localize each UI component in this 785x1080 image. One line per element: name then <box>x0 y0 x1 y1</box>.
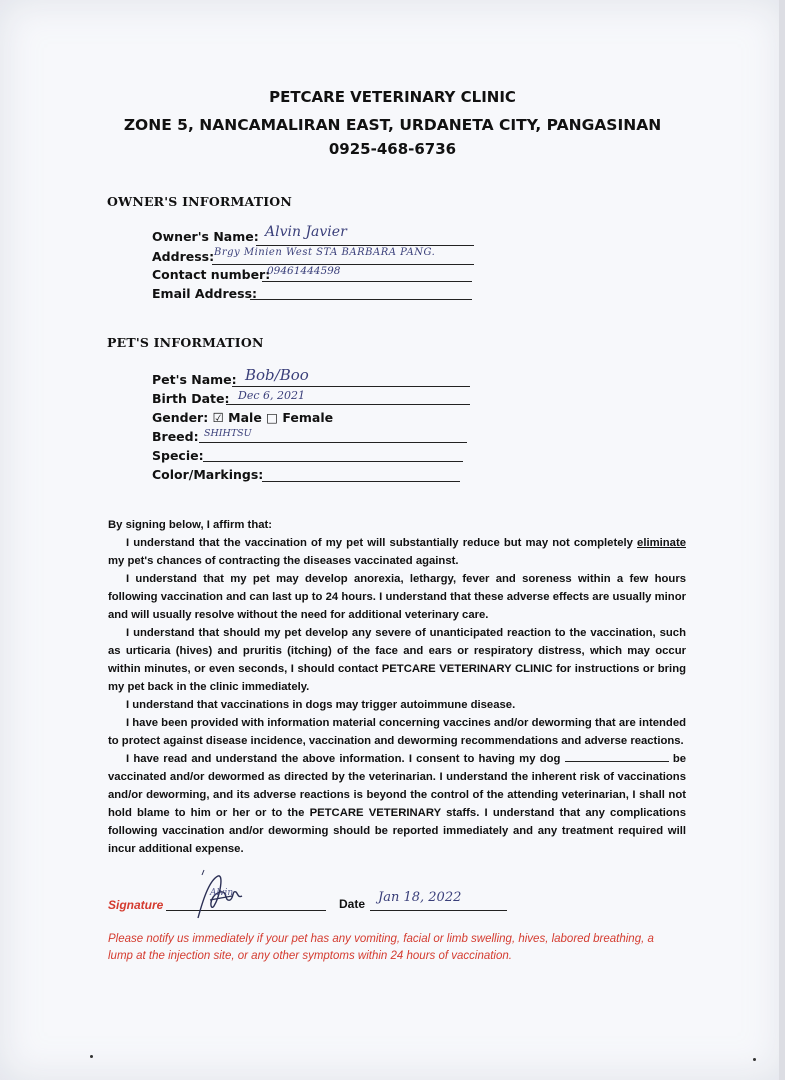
male-label: Male <box>228 410 262 425</box>
specie-label: Specie: <box>152 448 204 463</box>
specie-line <box>203 461 463 462</box>
male-checkbox[interactable]: ☑ <box>212 410 224 425</box>
consent-p6-start: I have read and understand the above information. I consent to having my dog <box>126 753 561 765</box>
signature-text: Alvin <box>210 888 234 898</box>
breed-label: Breed: <box>152 429 199 444</box>
consent-p1-start: I understand that the vaccination of my pet will substantially reduce but may not completely <box>126 537 633 549</box>
consent-paragraph-5: I have been provided with information material concerning vaccines and/or deworming that are intended to protect against disease incidence, vaccination and deworming recommendations and adverse reactions. <box>108 717 686 747</box>
consent-p6-end: be vaccinated and/or dewormed as directed by the veterinarian. I understand the inherent risk of vaccinations and/or deworming, and its adverse reactions is beyond the control of the attending veterinarian, I shall not hold blame to him or her or to the PETCARE VETERINARY staffs. I understand that any complications following vaccination and/or deworming should be reported immediately and any treatment required will incur additional expense. <box>108 753 687 855</box>
pet-name-value: Bob/Boo <box>245 366 309 384</box>
signature-label: Signature <box>108 898 164 912</box>
consent-paragraph-3: I understand that should my pet develop any severe of unanticipated reaction to the vaccination, such as urticaria (hives) and pruritis (itching) of the face and ears or respiratory distress, which may occur within minutes, or even seconds, I should contact PETCARE VETERINARY CLINIC for instructions or bring my pet back in the clinic immediately. <box>108 627 686 693</box>
consent-paragraph-1 <box>108 534 686 570</box>
breed-line <box>199 442 467 443</box>
address-label: Address: <box>152 249 215 264</box>
clinic-address: ZONE 5, NANCAMALIRAN EAST, URDANETA CITY, PANGASINAN <box>123 116 662 134</box>
consent-text <box>108 516 686 858</box>
owner-name-value: Alvin Javier <box>265 224 347 240</box>
scan-speck <box>753 1058 756 1061</box>
owner-name-line <box>256 245 474 246</box>
email-line <box>250 299 472 300</box>
birth-date-value: Dec 6, 2021 <box>238 389 305 402</box>
consent-paragraph-6 <box>108 750 686 858</box>
date-value: Jan 18, 2022 <box>378 890 462 905</box>
contact-line <box>262 281 472 282</box>
gender-label: Gender: <box>152 410 209 425</box>
contact-value: 09461444598 <box>267 265 341 277</box>
page-edge <box>779 0 785 1080</box>
color-line <box>262 481 460 482</box>
notice-text: Please notify us immediately if your pet has any vomiting, facial or limb swelling, hives, labored breathing, a lump at the injection site, or any other symptoms within 24 hours of vaccination. <box>108 933 654 962</box>
female-label: Female <box>282 410 334 425</box>
owner-name-label: Owner's Name: <box>152 229 259 244</box>
address-value: Brgy Minien West STA BARBARA PANG. <box>214 247 436 258</box>
consent-p1-underlined: eliminate <box>637 537 687 549</box>
color-label: Color/Markings: <box>152 467 264 482</box>
contact-label: Contact number: <box>152 267 271 282</box>
date-label: Date <box>339 897 366 911</box>
consent-intro: By signing below, I affirm that: <box>108 519 273 531</box>
date-line <box>370 910 507 911</box>
pet-section-title: PET'S INFORMATION <box>107 335 264 350</box>
email-label: Email Address: <box>152 286 258 301</box>
owner-section-title: OWNER'S INFORMATION <box>107 194 293 209</box>
scan-speck <box>90 1055 93 1058</box>
clinic-phone: 0925-468-6736 <box>328 140 457 158</box>
consent-paragraph-4: I understand that vaccinations in dogs may trigger autoimmune disease. <box>126 699 516 711</box>
birth-date-line <box>226 404 470 405</box>
pet-name-label: Pet's Name: <box>152 372 237 387</box>
clinic-name: PETCARE VETERINARY CLINIC <box>269 88 516 106</box>
consent-paragraph-2: I understand that my pet may develop anorexia, lethargy, fever and soreness within a few hours following vaccination and can last up to 24 hours. I understand that these adverse effects are usually minor and will usually resolve without the need for additional veterinary care. <box>108 573 686 621</box>
consent-p1-end: my pet's chances of contracting the diseases vaccinated against. <box>108 555 459 567</box>
breed-value: SHIHTSU <box>204 428 252 439</box>
birth-date-label: Birth Date: <box>152 391 230 406</box>
gender-row <box>152 410 333 425</box>
dog-name-blank <box>565 750 669 762</box>
female-checkbox[interactable]: □ <box>266 410 278 425</box>
pet-name-line <box>232 386 470 387</box>
address-line <box>212 264 474 265</box>
